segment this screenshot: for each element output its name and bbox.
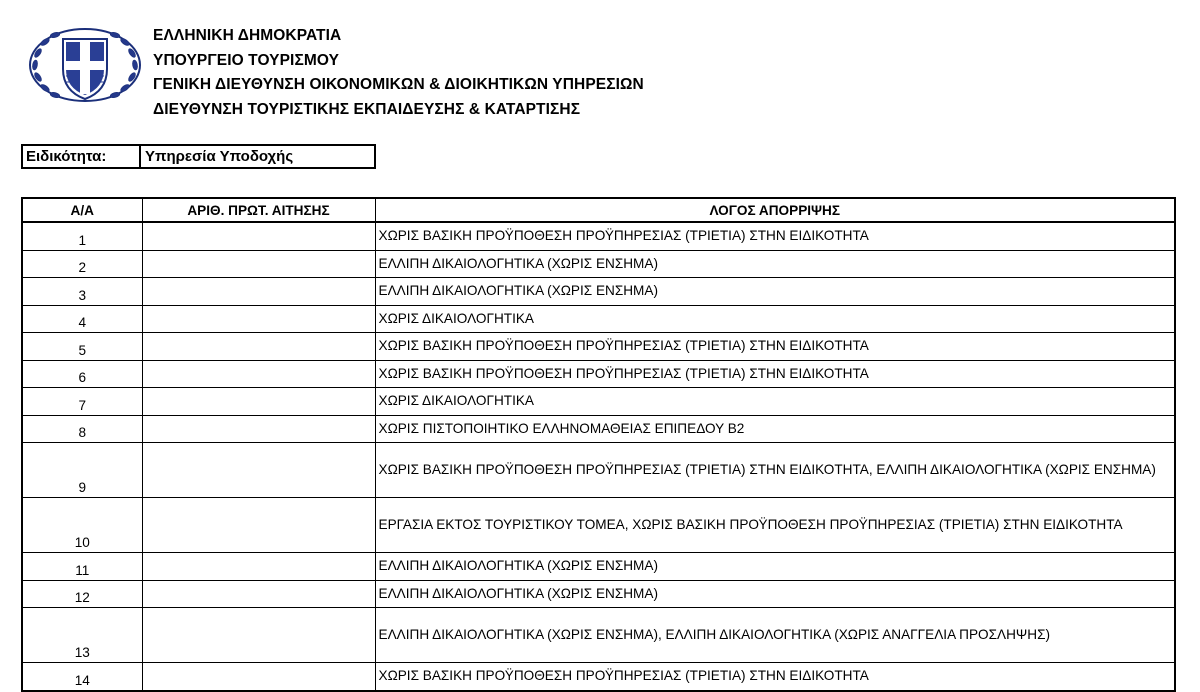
protocol-number-redacted <box>142 222 375 250</box>
rejection-reason: ΕΡΓΑΣΙΑ ΕΚΤΟΣ ΤΟΥΡΙΣΤΙΚΟΥ ΤΟΜΕΑ, ΧΩΡΙΣ ΒΑΣΙΚΗ ΠΡΟΫΠΟΘΕΣΗ ΠΡΟΫΠΗΡΕΣΙΑΣ (ΤΡΙΕΤΙΑ) ΣΤΗΝ ΕΙΔΙΚΟΤΗΤΑ <box>375 498 1175 553</box>
specialty-box <box>21 144 376 169</box>
rejection-reason: ΕΛΛΙΠΗ ΔΙΚΑΙΟΛΟΓΗΤΙΚΑ (ΧΩΡΙΣ ΕΝΣΗΜΑ) <box>375 553 1175 581</box>
rejections-table-container <box>21 197 1176 692</box>
column-header-rejection-reason: ΛΟΓΟΣ ΑΠΟΡΡΙΨΗΣ <box>375 198 1175 222</box>
protocol-number-redacted <box>142 580 375 608</box>
rejection-reason: ΧΩΡΙΣ ΒΑΣΙΚΗ ΠΡΟΫΠΟΘΕΣΗ ΠΡΟΫΠΗΡΕΣΙΑΣ (ΤΡΙΕΤΙΑ) ΣΤΗΝ ΕΙΔΙΚΟΤΗΤΑ <box>375 663 1175 691</box>
rejection-reason: ΧΩΡΙΣ ΒΑΣΙΚΗ ΠΡΟΫΠΟΘΕΣΗ ΠΡΟΫΠΗΡΕΣΙΑΣ (ΤΡΙΕΤΙΑ) ΣΤΗΝ ΕΙΔΙΚΟΤΗΤΑ <box>375 360 1175 388</box>
table-row <box>22 305 1175 333</box>
table-row <box>22 553 1175 581</box>
rejection-reason: ΧΩΡΙΣ ΔΙΚΑΙΟΛΟΓΗΤΙΚΑ <box>375 388 1175 416</box>
table-row <box>22 388 1175 416</box>
table-row <box>22 608 1175 663</box>
table-row <box>22 443 1175 498</box>
rejection-reason: ΕΛΛΙΠΗ ΔΙΚΑΙΟΛΟΓΗΤΙΚΑ (ΧΩΡΙΣ ΕΝΣΗΜΑ), ΕΛΛΙΠΗ ΔΙΚΑΙΟΛΟΓΗΤΙΚΑ (ΧΩΡΙΣ ΑΝΑΓΓΕΛΙΑ ΠΡΟΣΛΗΨΗΣ) <box>375 608 1175 663</box>
row-number: 8 <box>22 415 142 443</box>
org-line-ministry: ΥΠΟΥΡΓΕΙΟ ΤΟΥΡΙΣΜΟΥ <box>153 51 340 69</box>
protocol-number-redacted <box>142 278 375 306</box>
rejection-reason: ΕΛΛΙΠΗ ΔΙΚΑΙΟΛΟΓΗΤΙΚΑ (ΧΩΡΙΣ ΕΝΣΗΜΑ) <box>375 580 1175 608</box>
org-line-republic: ΕΛΛΗΝΙΚΗ ΔΗΜΟΚΡΑΤΙΑ <box>153 27 342 44</box>
row-number: 4 <box>22 305 142 333</box>
row-number: 10 <box>22 498 142 553</box>
row-number: 14 <box>22 663 142 691</box>
protocol-number-redacted <box>142 360 375 388</box>
table-row <box>22 663 1175 691</box>
protocol-number-redacted <box>142 415 375 443</box>
protocol-number-redacted <box>142 443 375 498</box>
column-header-aa: Α/Α <box>22 198 142 222</box>
column-header-protocol-number: ΑΡΙΘ. ΠΡΩΤ. ΑΙΤΗΣΗΣ <box>142 198 375 222</box>
org-line-general-directorate: ΓΕΝΙΚΗ ΔΙΕΥΘΥΝΣΗ ΟΙΚΟΝΟΜΙΚΩΝ & ΔΙΟΙΚΗΤΙΚΩΝ ΥΠΗΡΕΣΙΩΝ <box>153 76 644 93</box>
table-header-row <box>22 198 1175 222</box>
row-number: 7 <box>22 388 142 416</box>
row-number: 12 <box>22 580 142 608</box>
table-row <box>22 415 1175 443</box>
specialty-label: Ειδικότητα: <box>23 146 141 167</box>
org-line-directorate: ΔΙΕΥΘΥΝΣΗ ΤΟΥΡΙΣΤΙΚΗΣ ΕΚΠΑΙΔΕΥΣΗΣ & ΚΑΤΑΡΤΙΣΗΣ <box>153 100 581 118</box>
table-row <box>22 250 1175 278</box>
table-row <box>22 333 1175 361</box>
rejection-reason: ΧΩΡΙΣ ΠΙΣΤΟΠΟΙΗΤΙΚΟ ΕΛΛΗΝΟΜΑΘΕΙΑΣ ΕΠΙΠΕΔΟΥ Β2 <box>375 415 1175 443</box>
rejection-reason: ΕΛΛΙΠΗ ΔΙΚΑΙΟΛΟΓΗΤΙΚΑ (ΧΩΡΙΣ ΕΝΣΗΜΑ) <box>375 278 1175 306</box>
rejection-reason: ΕΛΛΙΠΗ ΔΙΚΑΙΟΛΟΓΗΤΙΚΑ (ΧΩΡΙΣ ΕΝΣΗΜΑ) <box>375 250 1175 278</box>
table-row <box>22 222 1175 250</box>
table-row <box>22 580 1175 608</box>
row-number: 3 <box>22 278 142 306</box>
row-number: 11 <box>22 553 142 581</box>
protocol-number-redacted <box>142 250 375 278</box>
rejection-reason: ΧΩΡΙΣ ΒΑΣΙΚΗ ΠΡΟΫΠΟΘΕΣΗ ΠΡΟΫΠΗΡΕΣΙΑΣ (ΤΡΙΕΤΙΑ) ΣΤΗΝ ΕΙΔΙΚΟΤΗΤΑ, ΕΛΛΙΠΗ ΔΙΚΑΙΟΛΟΓΗΤΙΚΑ (ΧΩΡΙΣ ΕΝΣΗΜΑ) <box>375 443 1175 498</box>
rejections-table <box>21 197 1176 692</box>
table-row <box>22 360 1175 388</box>
protocol-number-redacted <box>142 498 375 553</box>
protocol-number-redacted <box>142 553 375 581</box>
protocol-number-redacted <box>142 333 375 361</box>
protocol-number-redacted <box>142 663 375 691</box>
row-number: 9 <box>22 443 142 498</box>
table-row <box>22 278 1175 306</box>
protocol-number-redacted <box>142 305 375 333</box>
specialty-value: Υπηρεσία Υποδοχής <box>145 148 294 165</box>
protocol-number-redacted <box>142 388 375 416</box>
greek-coat-of-arms-icon <box>25 25 145 105</box>
row-number: 6 <box>22 360 142 388</box>
row-number: 1 <box>22 222 142 250</box>
row-number: 2 <box>22 250 142 278</box>
protocol-number-redacted <box>142 608 375 663</box>
row-number: 13 <box>22 608 142 663</box>
table-row <box>22 498 1175 553</box>
issuing-authority <box>153 24 644 122</box>
rejection-reason: ΧΩΡΙΣ ΒΑΣΙΚΗ ΠΡΟΫΠΟΘΕΣΗ ΠΡΟΫΠΗΡΕΣΙΑΣ (ΤΡΙΕΤΙΑ) ΣΤΗΝ ΕΙΔΙΚΟΤΗΤΑ <box>375 222 1175 250</box>
rejection-reason: ΧΩΡΙΣ ΒΑΣΙΚΗ ΠΡΟΫΠΟΘΕΣΗ ΠΡΟΫΠΗΡΕΣΙΑΣ (ΤΡΙΕΤΙΑ) ΣΤΗΝ ΕΙΔΙΚΟΤΗΤΑ <box>375 333 1175 361</box>
row-number: 5 <box>22 333 142 361</box>
rejection-reason: ΧΩΡΙΣ ΔΙΚΑΙΟΛΟΓΗΤΙΚΑ <box>375 305 1175 333</box>
